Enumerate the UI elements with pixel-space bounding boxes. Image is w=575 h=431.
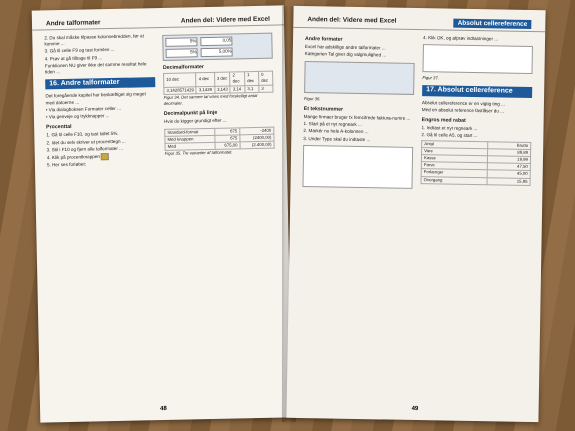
table-cell: Med <box>165 142 215 150</box>
table-cell: Standard-format <box>165 128 215 136</box>
right-col-2 <box>420 34 533 194</box>
subheading: Et tekstnummer <box>303 105 344 113</box>
text-line: 4. Klik OK, og afprøv indtastninger ... <box>423 35 499 42</box>
table-row <box>421 176 530 185</box>
cell-value: 5% <box>165 37 197 47</box>
left-head-title: Andre talformater <box>45 19 101 28</box>
text-line: 2. Idet du selv skriver et procenttegn ... <box>46 138 126 146</box>
text-line: Excel har adskillige andre talformater ... <box>304 44 386 51</box>
table-cell: 3,1428571429 <box>164 86 197 94</box>
figure-caption: Figur 37. <box>422 75 439 81</box>
table-cell: 675 <box>215 135 240 143</box>
figure-caption: Figur 34. Det samme tal vises med forskelligt antal decimaler. <box>163 92 258 106</box>
subheading: Procenttal <box>46 124 72 131</box>
table-cell: Brutto <box>487 141 531 149</box>
table-cell: 19,99 <box>487 156 531 164</box>
text-line: 1. Indtast et nyt regneark ... <box>421 125 478 132</box>
table-cell: 15,95 <box>487 177 531 185</box>
text-line: 3. Under Type skal du indtaste ... <box>303 135 371 142</box>
table-cell: 3,14 <box>230 85 245 93</box>
table-cell: 1 dec <box>245 72 259 86</box>
table-cell: 4 dec <box>196 73 214 87</box>
table-cell: Med knappen <box>165 135 215 143</box>
cell-value: 0,05 <box>200 36 232 46</box>
left-col-1 <box>44 32 157 170</box>
table-cell: 3,1 <box>245 85 259 92</box>
table-cell: Farve <box>421 162 487 170</box>
text-line: 3. Gå til celle F9 og tast formlen ... <box>44 47 115 54</box>
cell-value: 5,00% <box>201 47 233 57</box>
text-line: Kategorien Tal giver dig valgmulighed ... <box>304 51 387 58</box>
table-cell: -2400 <box>240 127 274 135</box>
section-heading: 17. Absolut cellereference <box>422 85 532 97</box>
page-number: 48 <box>160 405 167 413</box>
figure-caption: Figur 36. <box>303 95 321 101</box>
text-line: 5. Her ses forløbet: <box>46 161 87 168</box>
table-cell: 0 dec <box>259 71 273 85</box>
table-cell: Overgang <box>421 176 487 184</box>
cell-screenshot <box>422 44 532 74</box>
table-cell: 3,1429 <box>196 86 214 94</box>
price-list-table <box>421 140 532 186</box>
table-cell: 2 dec <box>230 72 245 86</box>
format-dialog-screenshot <box>304 61 415 95</box>
table-cell: (2.400,00) <box>240 141 274 149</box>
table-cell: 675 <box>215 127 240 135</box>
text-line: 3. Stil i F10 og fjern alle talformater ... <box>46 145 124 153</box>
format-table <box>164 126 274 151</box>
subheading: Engros med rabat <box>421 117 466 124</box>
table-cell: (2400,00) <box>240 134 274 142</box>
text-line: Funktionen NU giver ikke det samme resultat hele tiden ... <box>44 61 147 75</box>
table-cell: 3 <box>259 85 273 92</box>
text-line: Mange firmaer bruger fx femcifrede faktura-numre ... <box>303 114 411 121</box>
subheading: Decimalpunkt på linje <box>163 110 218 118</box>
text-line: Det foregående kapitel har beskæftiget sig meget med datoerne ... <box>45 91 146 106</box>
text-line: Hvis du kigger grundigt efter ... <box>164 118 227 125</box>
section-heading: 16. Andre talformater <box>45 77 155 90</box>
right-head-part: Anden del: Videre med Excel <box>307 16 397 25</box>
text-line: Med en absolut reference fastlåser du ... <box>421 106 505 114</box>
table-cell: 47,50 <box>487 163 531 171</box>
text-line: 1. Start på et nyt regneark ... <box>303 121 362 128</box>
text-line: • Via genveje og trykknapper ... <box>45 113 110 120</box>
text-line: 4. Klik på procentknappen <box>47 152 157 161</box>
subheading: Andre formater <box>304 36 343 43</box>
table-cell: Kasse <box>421 155 487 163</box>
table-cell: 89,89 <box>487 149 531 157</box>
text-line: 1. Gå til celle F10, og tast tallet 5%. <box>46 131 119 138</box>
table-cell: Forlænger <box>421 169 487 177</box>
text-line: • Via dialogboksen Formater celler ... <box>45 105 121 113</box>
percent-screenshot <box>162 33 273 61</box>
table-cell: 3,143 <box>214 86 230 94</box>
table-cell: Antal <box>422 140 488 148</box>
table-cell: 675,00 <box>215 142 240 150</box>
text-line: 2. Markér nu hele A-kolonnen ... <box>303 128 369 135</box>
page-number: 49 <box>411 405 419 413</box>
text-line: 2. Du skal måske tilpasse kolonnebredden, før at komme ... <box>44 33 144 47</box>
figure-caption: Figur 35. Tre varianter af talformatet. <box>164 149 233 157</box>
text-line: Absolut cellereference er en vigtig ting ... <box>421 99 505 107</box>
left-page <box>32 5 293 422</box>
percent-button-icon <box>101 153 109 160</box>
left-head-part: Anden del: Videre med Excel <box>180 15 271 25</box>
table-cell: 10 dec <box>164 73 197 87</box>
left-col-2 <box>162 30 275 168</box>
right-head-title: Absolut cellereference <box>454 19 532 29</box>
table-cell: Vare <box>422 147 488 155</box>
text-line: 4. Prøv at gå tilbage til F9 ... <box>44 54 103 62</box>
text-line: 2. Gå til celle A5, og start ... <box>421 132 478 139</box>
subheading: Decimalformater <box>162 64 204 71</box>
table-cell: 3 dec <box>214 72 230 86</box>
table-cell: 45,00 <box>487 170 531 178</box>
type-dialog-screenshot <box>302 145 413 189</box>
right-page <box>286 6 545 422</box>
decimal-table <box>163 71 273 95</box>
cell-value: 5% <box>166 48 198 58</box>
right-col-1 <box>302 32 415 192</box>
